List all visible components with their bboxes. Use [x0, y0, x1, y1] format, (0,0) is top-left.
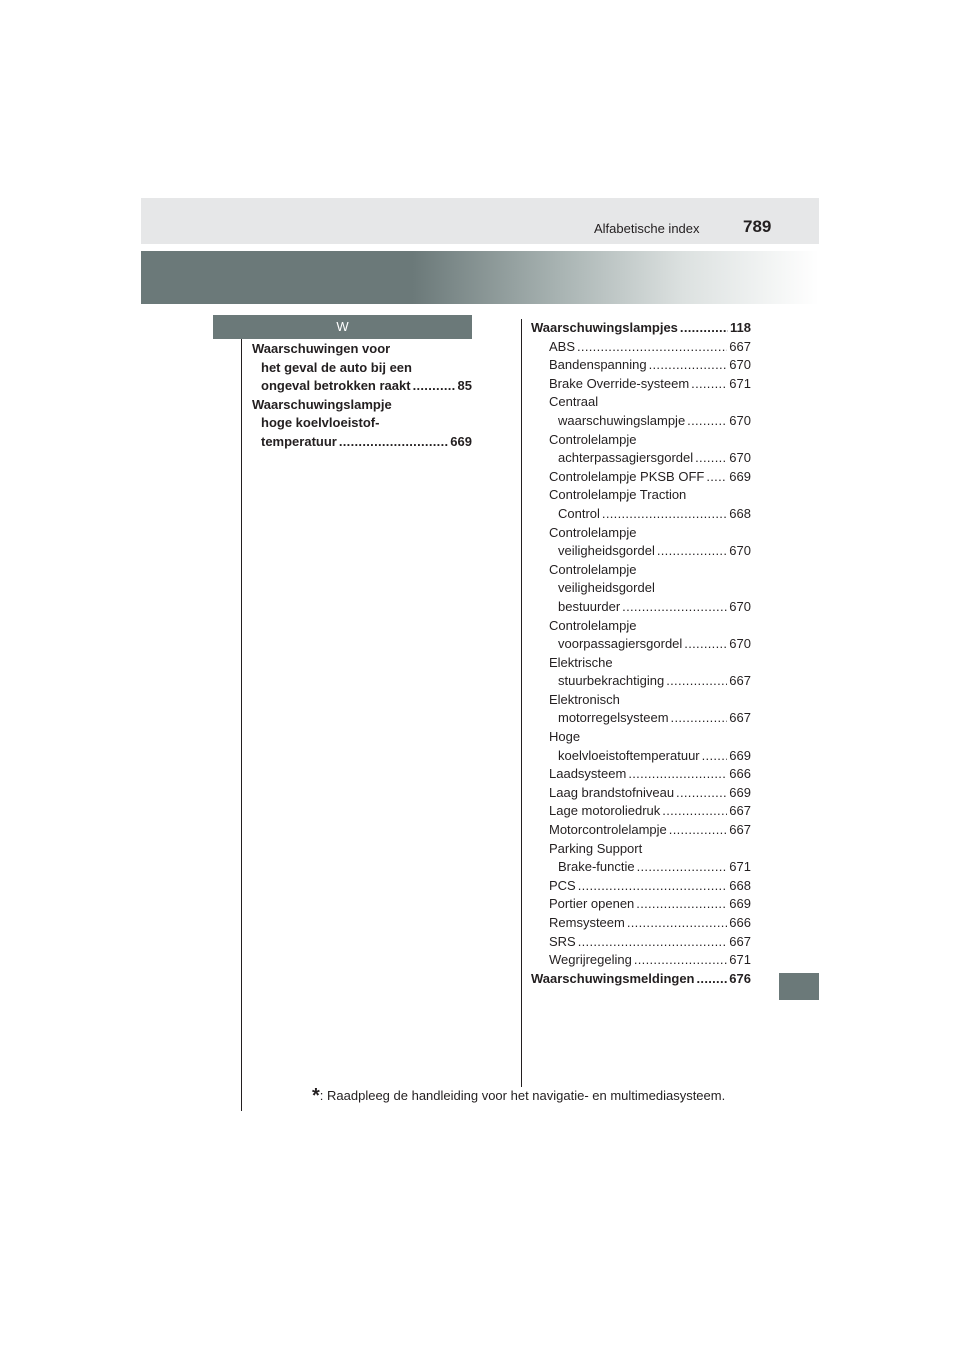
- entry-text: Lage motoroliedruk: [549, 803, 661, 819]
- index-entry: [531, 895, 751, 914]
- index-entry: [531, 951, 751, 970]
- dot-leader: [684, 635, 727, 654]
- entry-text: Laag brandstofniveau: [549, 784, 675, 800]
- dot-leader: [706, 468, 727, 487]
- dot-leader: [687, 412, 727, 431]
- index-entry: [531, 356, 751, 375]
- entry-text: stuurbekrachtiging: [558, 673, 665, 689]
- page-reference: 667: [729, 933, 751, 949]
- page-reference: 666: [729, 915, 751, 930]
- entry-text: Wegrijregeling: [549, 952, 632, 968]
- entry-text: veiligheidsgordel: [558, 580, 655, 596]
- dot-leader: [628, 765, 727, 784]
- index-entry: [531, 821, 751, 840]
- dot-leader: [622, 598, 727, 617]
- dot-leader: [578, 933, 728, 952]
- entry-text: Laadsysteem: [549, 766, 627, 782]
- page-reference: 669: [450, 433, 472, 449]
- page-reference: 670: [729, 543, 751, 559]
- entry-text: Controlelampje Traction: [549, 487, 687, 503]
- entry-text: Parking Support: [549, 840, 643, 856]
- dot-leader: [413, 377, 456, 396]
- page-reference: 669: [729, 896, 751, 912]
- index-entry: [531, 654, 751, 691]
- entry-text: motorregelsysteem: [558, 710, 669, 726]
- entry-text: Controlelampje: [549, 524, 637, 540]
- entry-text: Waarschuwingslampje: [252, 396, 392, 412]
- entry-text: Controlelampje PKSB OFF: [549, 468, 705, 484]
- index-entry: [531, 468, 751, 487]
- dot-leader: [680, 319, 728, 338]
- header-bar: [141, 198, 819, 244]
- index-entry: [531, 877, 751, 896]
- entry-text: het geval de auto bij een: [261, 359, 412, 375]
- dot-leader: [662, 802, 727, 821]
- dot-leader: [636, 895, 727, 914]
- entry-text: Waarschuwingslampjes: [531, 320, 678, 335]
- page-reference: 670: [729, 412, 751, 428]
- index-entry: [531, 561, 751, 617]
- page-reference: 669: [729, 747, 751, 763]
- page-reference: 670: [729, 450, 751, 466]
- index-side-tab: [779, 973, 819, 1000]
- page-reference: 667: [729, 822, 751, 838]
- dot-leader: [676, 784, 727, 803]
- dot-leader: [691, 375, 727, 394]
- entry-text: Controlelampje: [549, 617, 637, 633]
- dot-leader: [697, 970, 728, 989]
- entry-text: SRS: [549, 933, 576, 949]
- entry-text: Motorcontrolelampje: [549, 822, 667, 838]
- entry-text: hoge koelvloeistof-: [261, 415, 380, 431]
- entry-text: achterpassagiersgordel: [558, 450, 694, 466]
- index-entry: [531, 933, 751, 952]
- entry-text: Centraal: [549, 394, 599, 410]
- index-entry: [531, 393, 751, 430]
- entry-text: Elektrische: [549, 654, 613, 670]
- index-entry: [252, 396, 472, 452]
- entry-text: Remsysteem: [549, 915, 625, 930]
- footnote-text: : Raadpleeg de handleiding voor het navigatie- en multimediasysteem.: [319, 1088, 726, 1103]
- index-entry: [531, 486, 751, 523]
- dot-leader: [578, 877, 728, 896]
- index-entry: [531, 338, 751, 357]
- index-entry: [531, 375, 751, 394]
- dot-leader: [702, 747, 728, 766]
- index-column-left: [252, 340, 472, 452]
- index-entry: [531, 840, 751, 877]
- page-reference: 669: [729, 784, 751, 800]
- section-title: Alfabetische index: [594, 221, 700, 236]
- entry-text: ongeval betrokken raakt: [261, 378, 411, 394]
- page-reference: 671: [729, 375, 751, 391]
- entry-text: koelvloeistoftemperatuur: [558, 747, 700, 763]
- index-entry: [531, 765, 751, 784]
- page-reference: 670: [729, 357, 751, 373]
- page-reference: 667: [729, 673, 751, 689]
- index-entry: [531, 728, 751, 765]
- dot-leader: [339, 433, 448, 452]
- page-number: 789: [743, 217, 772, 236]
- dot-leader: [649, 356, 728, 375]
- dot-leader: [602, 505, 727, 524]
- page-reference: 118: [730, 320, 751, 335]
- index-entry: [531, 319, 751, 338]
- entry-text: Brake-functie: [558, 859, 635, 875]
- entry-text: Hoge: [549, 729, 581, 745]
- index-entry: [531, 431, 751, 468]
- index-entry: [531, 784, 751, 803]
- column-rule-left: [241, 339, 242, 1111]
- entry-text: Brake Override-systeem: [549, 375, 690, 391]
- dot-leader: [627, 914, 727, 933]
- entry-text: veiligheidsgordel: [558, 543, 655, 559]
- page-reference: 676: [729, 970, 751, 986]
- entry-text: voorpassagiersgordel: [558, 636, 683, 652]
- index-entry: [531, 914, 751, 933]
- dot-leader: [637, 858, 728, 877]
- entry-text: Waarschuwingsmeldingen: [531, 970, 695, 986]
- page-reference: 667: [729, 803, 751, 819]
- footnote-marker: *: [312, 1085, 320, 1107]
- dot-leader: [666, 672, 727, 691]
- entry-text: ABS: [549, 338, 576, 354]
- entry-text: Control: [558, 505, 600, 521]
- page-reference: 670: [729, 636, 751, 652]
- letter-heading: W: [213, 315, 472, 339]
- page-reference: 669: [729, 468, 751, 484]
- dot-leader: [671, 709, 728, 728]
- page-reference: 667: [729, 338, 751, 354]
- page-reference: 666: [729, 766, 751, 782]
- page-reference: 85: [457, 378, 472, 394]
- column-rule-middle: [521, 319, 522, 1087]
- dot-leader: [669, 821, 728, 840]
- dot-leader: [634, 951, 727, 970]
- index-entry: [252, 340, 472, 396]
- index-entry: [531, 524, 751, 561]
- entry-text: Portier openen: [549, 896, 635, 912]
- dot-leader: [657, 542, 727, 561]
- entry-text: Bandenspanning: [549, 357, 647, 373]
- entry-text: waarschuwingslampje: [558, 412, 686, 428]
- header-band: [141, 251, 819, 304]
- index-entry: [531, 970, 751, 989]
- dot-leader: [577, 338, 727, 357]
- index-entry: [531, 802, 751, 821]
- entry-text: temperatuur: [261, 433, 337, 449]
- page-reference: 668: [729, 877, 751, 893]
- dot-leader: [695, 449, 727, 468]
- page-reference: 667: [729, 710, 751, 726]
- index-entry: [531, 691, 751, 728]
- entry-text: Waarschuwingen voor: [252, 341, 391, 356]
- entry-text: bestuurder: [558, 598, 621, 614]
- page-reference: 670: [729, 598, 751, 614]
- entry-text: Controlelampje: [549, 561, 637, 577]
- page-reference: 668: [729, 505, 751, 521]
- entry-text: Elektronisch: [549, 691, 620, 707]
- index-entry: [531, 617, 751, 654]
- entry-text: Controlelampje: [549, 431, 637, 447]
- page-reference: 671: [729, 859, 751, 875]
- page-reference: 671: [729, 952, 751, 968]
- entry-text: PCS: [549, 877, 576, 893]
- footnote: [312, 1085, 725, 1108]
- index-column-right: [531, 319, 751, 988]
